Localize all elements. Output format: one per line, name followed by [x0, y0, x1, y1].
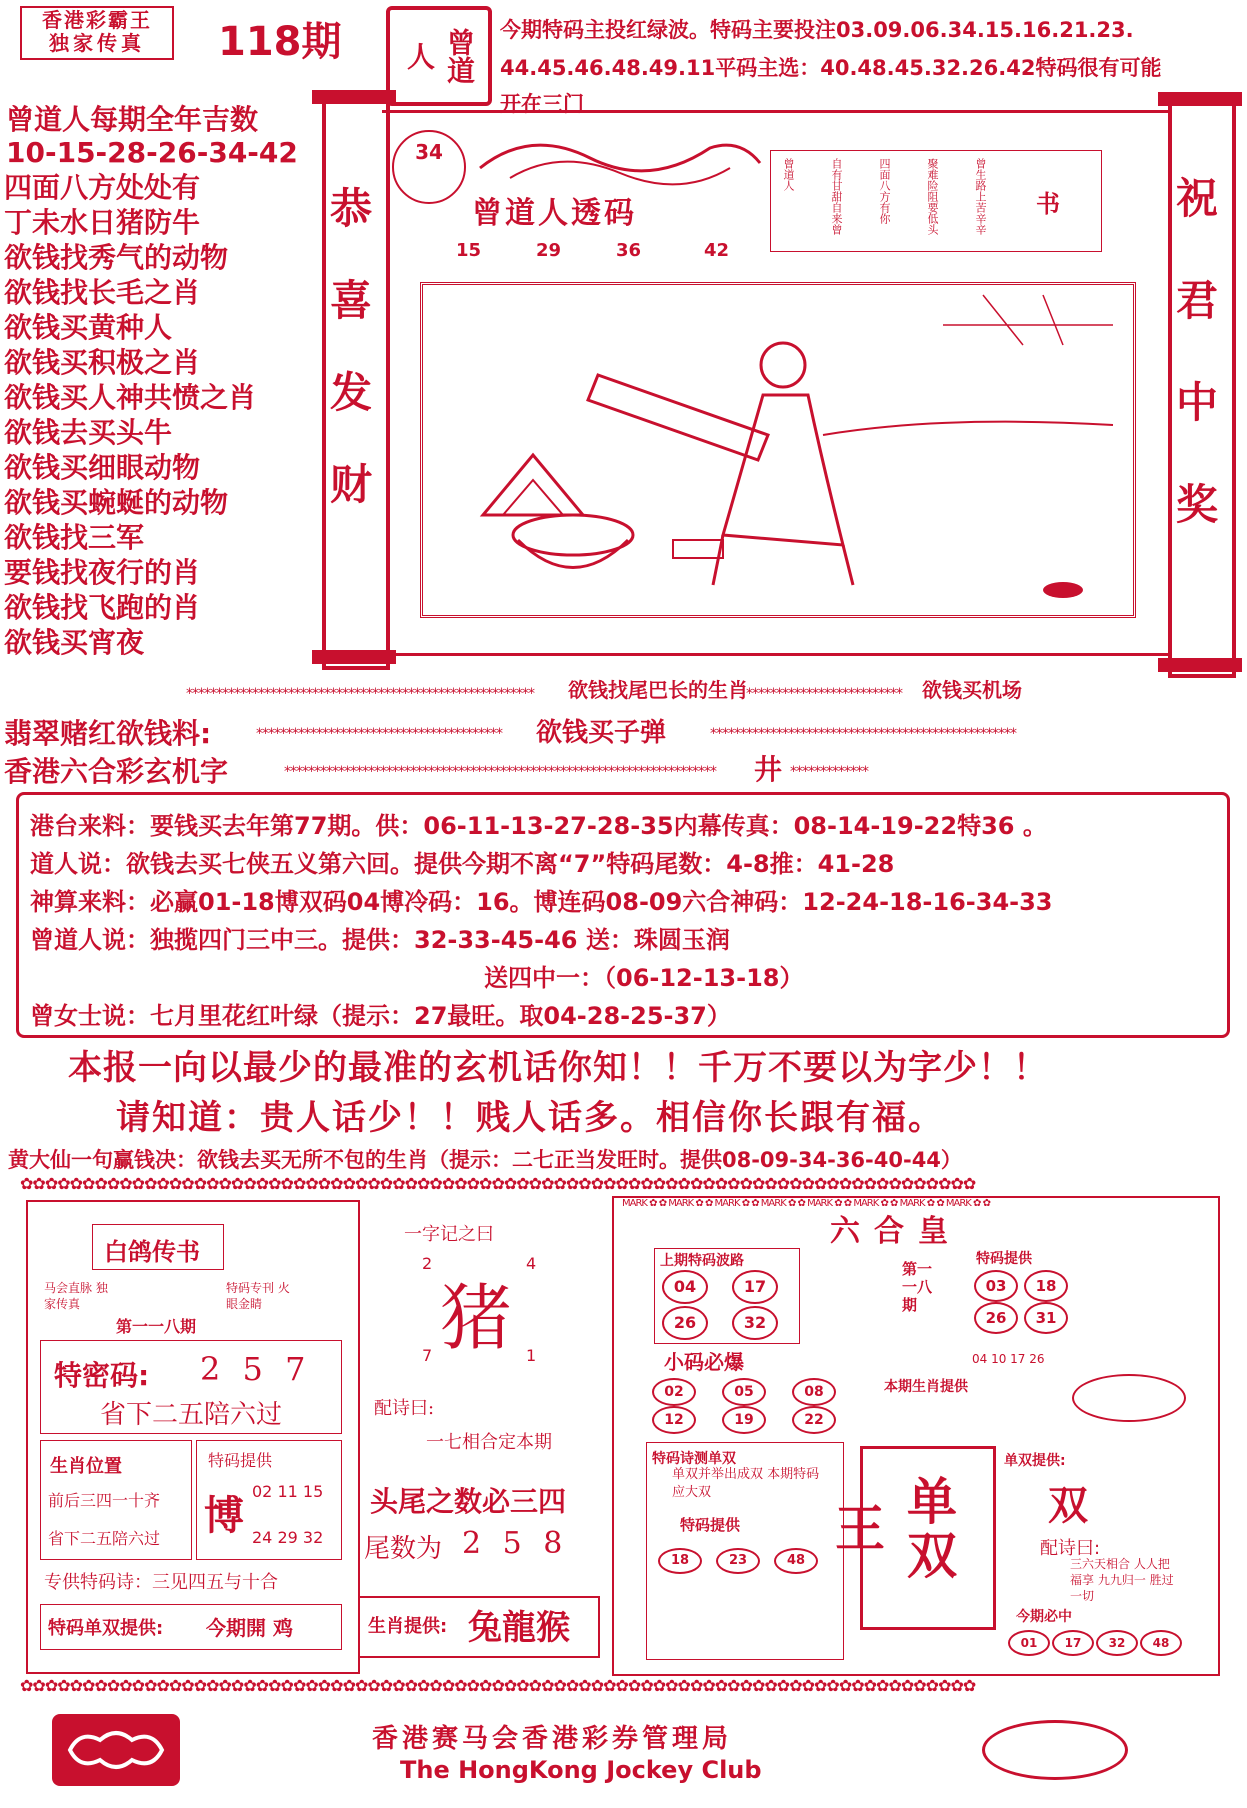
- left-list-line: 欲钱买细眼动物: [4, 451, 201, 484]
- zodiac-value: 兔龍猴: [468, 1608, 570, 1648]
- notice-line-3: 开在三门: [500, 92, 584, 116]
- wheel-icon: [1072, 1374, 1186, 1422]
- pos-label: 生肖位置: [50, 1456, 122, 1477]
- brand: 六合皇: [830, 1214, 962, 1249]
- special-nums-label: 特码提供: [976, 1251, 1032, 1267]
- single-value: 今期開 鸡: [206, 1616, 293, 1640]
- number-ball: 48: [1140, 1630, 1182, 1656]
- poem-text-right: 单双并举出成双 本期特码应大双: [672, 1467, 820, 1500]
- corner-7: 7: [422, 1346, 433, 1365]
- scroll-number: 15: [456, 240, 482, 261]
- provide-label: 特码提供: [680, 1516, 741, 1534]
- scroll-right-pole-top: [1158, 92, 1242, 106]
- number-ball: 02: [652, 1378, 696, 1406]
- scroll-right-banner: 祝君中奖: [1170, 176, 1219, 584]
- one-word-title: 一字记之曰: [404, 1224, 494, 1245]
- info-line-6: 曾女士说：七月里花红叶绿（提示：27最旺。取04-28-25-37）: [30, 1002, 731, 1030]
- left-list-numbers: 10-15-28-26-34-42: [6, 136, 298, 169]
- info-line-4: 曾道人说：独揽四门三中三。提供：32-33-45-46 送：珠圆玉润: [30, 926, 730, 954]
- scroll-number: 29: [536, 240, 562, 261]
- star-line-3-end: 井: [754, 753, 783, 786]
- number-ball: 31: [1024, 1302, 1068, 1334]
- tm-sub: 省下二五陪六过: [100, 1400, 283, 1430]
- huang-line: 黄大仙一句赢钱决：欲钱去买无所不包的生肖（提示：二七正当发旺时。提供08-09-34-36-40-44）: [8, 1148, 962, 1172]
- tail-label: 尾数为: [364, 1534, 443, 1564]
- hint-char: 双: [1048, 1482, 1088, 1529]
- left-list-line: 欲钱找秀气的动物: [4, 241, 229, 274]
- small-nums: [648, 1374, 868, 1434]
- left-list-line: 欲钱买黄种人: [4, 311, 173, 344]
- pos-line-2: 省下二五陪六过: [48, 1529, 161, 1548]
- star-line-3-b: *************: [790, 764, 868, 780]
- poem-column: 自有甘甜自来曾: [830, 158, 843, 235]
- moon-icon: [392, 130, 466, 204]
- left-list-line: 四面八方处处有: [4, 171, 201, 204]
- left-list-line: 丁未水日猪防牛: [4, 206, 201, 239]
- left-list-line: 欲钱找三军: [4, 521, 145, 554]
- star-line-2-label: 翡翠赌红欲钱料:: [4, 717, 212, 750]
- notice-line-1: 今期特码主投红绿波。特码主要投注03.09.06.34.15.16.21.23.: [500, 18, 1134, 42]
- footer-cn: 香港赛马会香港彩券管理局: [372, 1724, 733, 1754]
- star-line-1-b: **************************: [746, 686, 902, 702]
- number-ball: 04: [662, 1270, 708, 1304]
- scroll-number: 36: [616, 240, 642, 261]
- star-line-2-mid: 欲钱买子弹: [536, 718, 667, 748]
- scroll-number: 42: [704, 240, 730, 261]
- special-nums: [970, 1266, 1070, 1336]
- logo-bottom: 独家传真: [49, 31, 145, 55]
- notice-line-2: 44.45.46.48.49.11平码主选：40.48.45.32.26.42特码很有可能: [500, 56, 1162, 80]
- star-line-1-mid: 欲钱找尾巴长的生肖: [568, 678, 748, 702]
- left-list-line: 欲钱找长毛之肖: [4, 276, 201, 309]
- pos-line-1: 前后三四一十齐: [48, 1491, 161, 1510]
- side-note-a: 马会直脉 独家传真: [44, 1281, 108, 1311]
- poem-column: 聚难险阻要低头: [926, 158, 939, 235]
- issue-number: 118期: [218, 19, 342, 65]
- lower-star-border-top: ✿✿✿✿✿✿✿✿✿✿✿✿✿✿✿✿✿✿✿✿✿✿✿✿✿✿✿✿✿✿✿✿✿✿✿✿✿✿✿✿✿✿✿✿✿✿✿✿✿✿✿✿✿✿✿✿✿✿✿✿✿✿✿✿✿✿✿✿✿✿✿✿✿✿✿✿✿: [20, 1174, 976, 1193]
- hint-label: 单双提供:: [1004, 1453, 1066, 1469]
- tm-value: 2 5 7: [200, 1350, 312, 1388]
- today-nums: [1008, 1630, 1188, 1654]
- star-line-3-label: 香港六合彩玄机字: [4, 755, 229, 788]
- supply-line: 专供特码诗：三见四五与十合: [44, 1572, 278, 1593]
- left-list-line: 欲钱找飞跑的肖: [4, 591, 201, 624]
- scroll-right-pole-bottom: [1158, 658, 1242, 672]
- number-ball: 26: [974, 1302, 1018, 1334]
- info-line-3: 神算来料：必赢01-18博双码04博冷码：16。博连码08-09六合神码：12-24-18-16-34-33: [30, 888, 1053, 916]
- logo-top: 香港彩霸王: [42, 8, 152, 32]
- moon-number: 34: [415, 140, 443, 164]
- poem-column: 曾道人: [782, 158, 795, 191]
- corner-1: 1: [526, 1346, 537, 1365]
- tm-label: 特密码:: [54, 1359, 150, 1392]
- left-list-line: 欲钱买积极之肖: [4, 346, 201, 379]
- left-list-lines: [4, 170, 324, 660]
- number-ball: 01: [1008, 1630, 1050, 1656]
- info-line-2: 道人说：欲钱去买七侠五义第六回。提供今期不离“7”特码尾数：4-8推：41-28: [30, 850, 895, 878]
- corner-4: 4: [526, 1254, 537, 1273]
- scroll-left-banner: 恭喜发财: [324, 186, 373, 554]
- number-ball: 19: [722, 1406, 766, 1434]
- poem-label: 配诗曰:: [374, 1398, 435, 1419]
- number-ball: 17: [732, 1270, 778, 1304]
- number-ball: 23: [716, 1548, 760, 1574]
- number-ball: 03: [974, 1270, 1018, 1302]
- last-nums: [654, 1266, 798, 1342]
- poem-title: 书: [1036, 190, 1060, 218]
- single-label: 特码单双提供:: [48, 1618, 164, 1639]
- star-line-1-end: 欲钱买机场: [922, 678, 1022, 702]
- number-ball: 12: [652, 1406, 696, 1434]
- corner-2: 2: [422, 1254, 433, 1273]
- number-ball: 48: [774, 1548, 818, 1574]
- star-line-2-a: *****************************************: [256, 726, 502, 742]
- poem-columns: [780, 158, 1030, 244]
- number-ball: 05: [722, 1378, 766, 1406]
- number-ball: 18: [1024, 1270, 1068, 1302]
- footer-right-logo: [982, 1720, 1128, 1780]
- star-line-3-a: ************************************************************************: [284, 764, 716, 780]
- special-label: 特码提供: [208, 1451, 273, 1470]
- left-list-line: 欲钱去买头牛: [4, 416, 173, 449]
- king-text: 单双王: [827, 1475, 957, 1583]
- today-label: 今期必中: [1016, 1609, 1072, 1625]
- info-line-1: 港台来料：要钱买去年第77期。供：06-11-13-27-28-35内幕传真：08-14-19-22特36 。: [30, 812, 1047, 840]
- bo-char: 博: [204, 1493, 244, 1539]
- footer-en: The HongKong Jockey Club: [400, 1756, 762, 1784]
- scroll-picture: [420, 282, 1136, 618]
- poem-line: 一七相合定本期: [426, 1432, 552, 1453]
- scroll-numbers: [456, 240, 756, 264]
- slogan-2: 请知道：贵人话少！！贱人话多。相信你长跟有福。: [116, 1098, 944, 1138]
- info-line-5: 送四中一：（06-12-13-18）: [484, 964, 804, 992]
- lower-left-panel: [26, 1200, 360, 1674]
- left-list-line: 要钱找夜行的肖: [4, 556, 201, 589]
- period: 第一一八期: [902, 1260, 933, 1314]
- left-list-title: 曾道人每期全年吉数: [6, 103, 259, 136]
- head-tail: 头尾之数必三四: [370, 1485, 567, 1518]
- slogan-1: 本报一向以最少的最准的玄机话你知！！千万不要以为字少！！: [68, 1048, 1048, 1088]
- nums-bottom: 24 29 32: [252, 1528, 324, 1547]
- number-ball: 32: [1096, 1630, 1138, 1656]
- side-note-b: 特码专刊 火眼金睛: [226, 1281, 290, 1311]
- mark-strip-top: MARK ✿ ✿ MARK ✿ ✿ MARK ✿ ✿ MARK ✿ ✿ MARK ✿ ✿ MARK ✿ ✿ MARK ✿ ✿ MARK ✿ ✿: [622, 1198, 990, 1209]
- left-list-line: 欲钱买人神共愤之肖: [4, 381, 257, 414]
- cloud-icon: [60, 1722, 172, 1778]
- number-ball: 08: [792, 1378, 836, 1406]
- scholar-illustration: [423, 285, 1133, 615]
- poem2-label: 配诗曰:: [1040, 1538, 1101, 1559]
- scroll-caption: 曾道人透码: [472, 196, 637, 231]
- star-line-1-a: **********************************************************: [186, 686, 534, 702]
- poem-column: 曾生路上苦辛辛: [974, 158, 987, 235]
- number-ball: 32: [732, 1306, 778, 1340]
- big-char: 猪: [440, 1276, 513, 1360]
- last-label: 上期特码波路: [660, 1253, 744, 1269]
- star-line-2-b: ***************************************************: [710, 726, 1016, 742]
- small-label: 小码必爆: [664, 1350, 744, 1374]
- zodiac-label: 生肖提供:: [368, 1616, 448, 1637]
- number-ball: 17: [1052, 1630, 1094, 1656]
- dragon-icon: [470, 118, 770, 198]
- strip-nums: 04 10 17 26: [972, 1352, 1045, 1366]
- nums-top: 02 11 15: [252, 1482, 324, 1501]
- provide-nums: [654, 1548, 834, 1572]
- lower-left-issue: 第一一八期: [116, 1317, 197, 1336]
- number-ball: 22: [792, 1406, 836, 1434]
- white-dove-title: 白鸽传书: [104, 1237, 200, 1266]
- tail-value: 2 5 8: [462, 1526, 569, 1561]
- zodiac-note: 本期生肖提供: [884, 1379, 968, 1395]
- lower-star-border-bottom: ✿✿✿✿✿✿✿✿✿✿✿✿✿✿✿✿✿✿✿✿✿✿✿✿✿✿✿✿✿✿✿✿✿✿✿✿✿✿✿✿✿✿✿✿✿✿✿✿✿✿✿✿✿✿✿✿✿✿✿✿✿✿✿✿✿✿✿✿✿✿✿✿✿✿✿✿✿: [20, 1676, 976, 1695]
- poem-column: 四面八方有你: [878, 158, 891, 224]
- number-ball: 26: [662, 1306, 708, 1340]
- seal: [386, 6, 492, 106]
- seal-text: 曾道人: [403, 28, 476, 84]
- left-list-line: 欲钱买宵夜: [4, 626, 145, 659]
- poem2-text: 三六天相合 人人把福享 九九归一 胜过一切: [1070, 1557, 1174, 1603]
- scroll-left-pole-top: [312, 90, 396, 104]
- number-ball: 18: [658, 1548, 702, 1574]
- poem-label-right: 特码诗测单双: [652, 1451, 736, 1467]
- logo-box: [20, 6, 174, 60]
- left-list-line: 欲钱买蜿蜒的动物: [4, 486, 229, 519]
